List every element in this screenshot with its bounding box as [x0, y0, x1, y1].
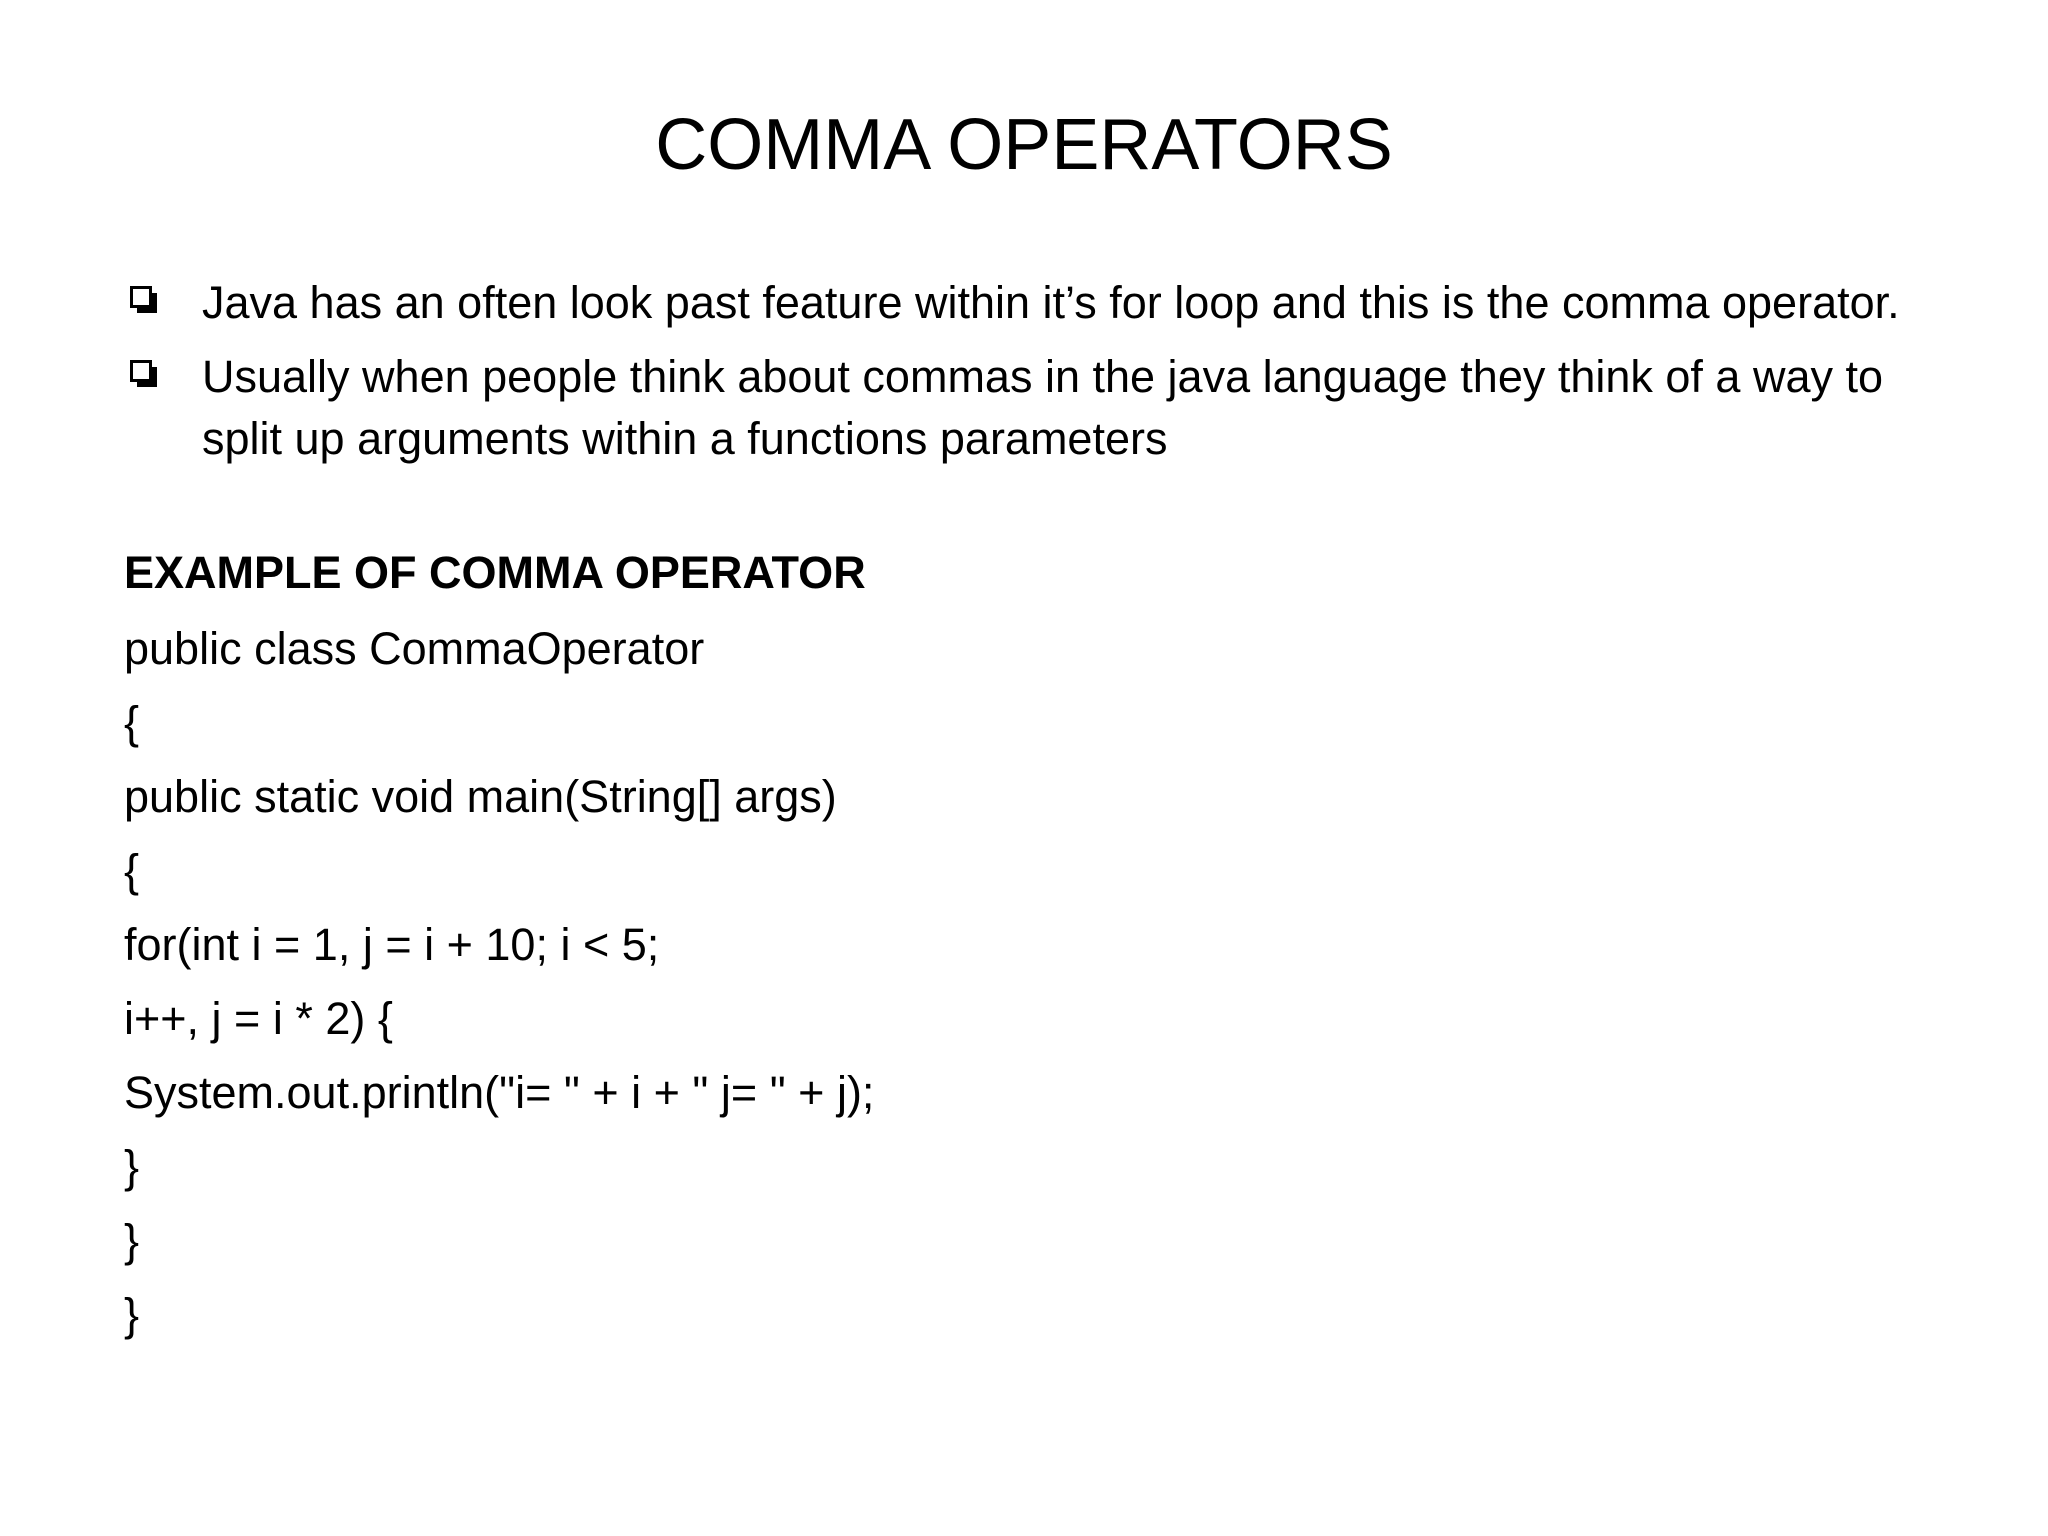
code-line: i++, j = i * 2) { [124, 993, 393, 1044]
bullet-item [124, 346, 1944, 470]
code-line: } [124, 1215, 140, 1266]
code-line: { [124, 697, 140, 748]
bullet-list [124, 272, 1944, 482]
code-line: public static void main(String[] args) [124, 771, 837, 822]
code-block [124, 612, 874, 1352]
code-line: { [124, 845, 140, 896]
bullet-text: Usually when people think about commas in the java language they think of a way to split up arguments within a functions parameters [202, 351, 1884, 464]
code-line: } [124, 1289, 140, 1340]
bullet-item [124, 272, 1944, 334]
code-line: System.out.println("i= " + i + " j= " + j); [124, 1067, 875, 1118]
checkbox-square-icon [130, 360, 152, 382]
code-line: for(int i = 1, j = i + 10; i < 5; [124, 919, 660, 970]
code-line: public class CommaOperator [124, 623, 705, 674]
bullet-text: Java has an often look past feature within it’s for loop and this is the comma operator. [202, 277, 1900, 328]
example-heading: EXAMPLE OF COMMA OPERATOR [124, 547, 866, 598]
checkbox-square-icon [130, 286, 152, 308]
code-line: } [124, 1141, 140, 1192]
slide-title: COMMA OPERATORS [655, 105, 1393, 185]
